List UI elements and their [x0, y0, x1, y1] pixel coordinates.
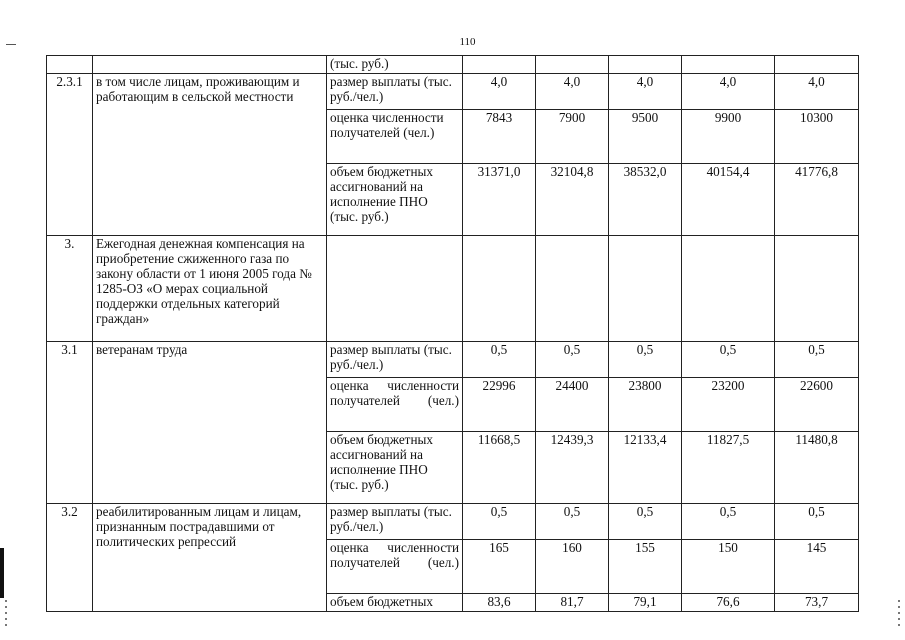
value-cell: [463, 236, 536, 342]
value-cell: [682, 56, 775, 74]
value-cell: [775, 236, 859, 342]
scan-edge-dots-right: [898, 600, 900, 630]
table-row: [47, 236, 859, 342]
description-cell: реабилитированным лицам и лицам, признанным пострадавшими от политических репрессий: [93, 504, 327, 612]
value-cell: 9900: [682, 110, 775, 164]
scan-edge-bar: [0, 548, 4, 598]
value-cell: [682, 236, 775, 342]
row-number-cell: 3.: [47, 236, 93, 342]
value-cell: 81,7: [536, 594, 609, 612]
indicator-cell: оценка численности получателей (чел.): [327, 110, 463, 164]
table-row: [47, 74, 859, 110]
table-row: [47, 504, 859, 540]
indicator-cell: оценка численности получателей (чел.): [327, 540, 463, 594]
value-cell: 79,1: [609, 594, 682, 612]
row-number-cell: 2.3.1: [47, 74, 93, 236]
value-cell: 4,0: [682, 74, 775, 110]
value-cell: 83,6: [463, 594, 536, 612]
value-cell: 145: [775, 540, 859, 594]
indicator-cell: объем бюджетных ассигнований на исполнение ПНО (тыс. руб.): [327, 432, 463, 504]
value-cell: 31371,0: [463, 164, 536, 236]
value-cell: 73,7: [775, 594, 859, 612]
value-cell: 165: [463, 540, 536, 594]
value-cell: 155: [609, 540, 682, 594]
indicator-cell: размер выплаты (тыс. руб./чел.): [327, 74, 463, 110]
value-cell: 23800: [609, 378, 682, 432]
value-cell: 0,5: [682, 504, 775, 540]
row-number-cell: [47, 56, 93, 74]
value-cell: 10300: [775, 110, 859, 164]
value-cell: 7900: [536, 110, 609, 164]
indicator-cell: оценка численности получателей (чел.): [327, 378, 463, 432]
indicator-cell: [327, 236, 463, 342]
value-cell: 0,5: [682, 342, 775, 378]
table-row: [47, 342, 859, 378]
value-cell: 22600: [775, 378, 859, 432]
budget-table: [46, 55, 859, 612]
page-number: 110: [459, 36, 476, 48]
value-cell: 22996: [463, 378, 536, 432]
value-cell: [609, 236, 682, 342]
value-cell: [536, 236, 609, 342]
value-cell: 40154,4: [682, 164, 775, 236]
value-cell: 4,0: [463, 74, 536, 110]
indicator-cell: размер выплаты (тыс. руб./чел.): [327, 504, 463, 540]
value-cell: 160: [536, 540, 609, 594]
value-cell: 32104,8: [536, 164, 609, 236]
description-cell: в том числе лицам, проживающим и работающим в сельской местности: [93, 74, 327, 236]
value-cell: 0,5: [775, 342, 859, 378]
description-cell: [93, 56, 327, 74]
value-cell: 24400: [536, 378, 609, 432]
value-cell: 11827,5: [682, 432, 775, 504]
value-cell: [775, 56, 859, 74]
scan-edge-dots: [5, 600, 7, 630]
value-cell: 12439,3: [536, 432, 609, 504]
row-number-cell: 3.1: [47, 342, 93, 504]
value-cell: 0,5: [536, 504, 609, 540]
value-cell: 0,5: [609, 342, 682, 378]
value-cell: 0,5: [463, 504, 536, 540]
value-cell: [609, 56, 682, 74]
value-cell: 7843: [463, 110, 536, 164]
indicator-cell: объем бюджетных: [327, 594, 463, 612]
description-cell: ветеранам труда: [93, 342, 327, 504]
value-cell: 150: [682, 540, 775, 594]
row-number-cell: 3.2: [47, 504, 93, 612]
value-cell: 12133,4: [609, 432, 682, 504]
value-cell: 0,5: [609, 504, 682, 540]
indicator-cell: объем бюджетных ассигнований на исполнение ПНО (тыс. руб.): [327, 164, 463, 236]
value-cell: 41776,8: [775, 164, 859, 236]
value-cell: 11480,8: [775, 432, 859, 504]
value-cell: 0,5: [775, 504, 859, 540]
value-cell: 38532,0: [609, 164, 682, 236]
value-cell: 4,0: [536, 74, 609, 110]
value-cell: 23200: [682, 378, 775, 432]
indicator-cell: размер выплаты (тыс. руб./чел.): [327, 342, 463, 378]
value-cell: [536, 56, 609, 74]
value-cell: 4,0: [775, 74, 859, 110]
value-cell: 0,5: [463, 342, 536, 378]
value-cell: 9500: [609, 110, 682, 164]
value-cell: 4,0: [609, 74, 682, 110]
table-row: [47, 56, 859, 74]
indicator-cell: (тыс. руб.): [327, 56, 463, 74]
value-cell: 11668,5: [463, 432, 536, 504]
value-cell: 0,5: [536, 342, 609, 378]
description-cell: Ежегодная денежная компенсация на приобретение сжиженного газа по закону области от 1 июня 2005 года № 1285-ОЗ «О мерах социальной поддержки отдельных категорий граждан»: [93, 236, 327, 342]
value-cell: 76,6: [682, 594, 775, 612]
value-cell: [463, 56, 536, 74]
